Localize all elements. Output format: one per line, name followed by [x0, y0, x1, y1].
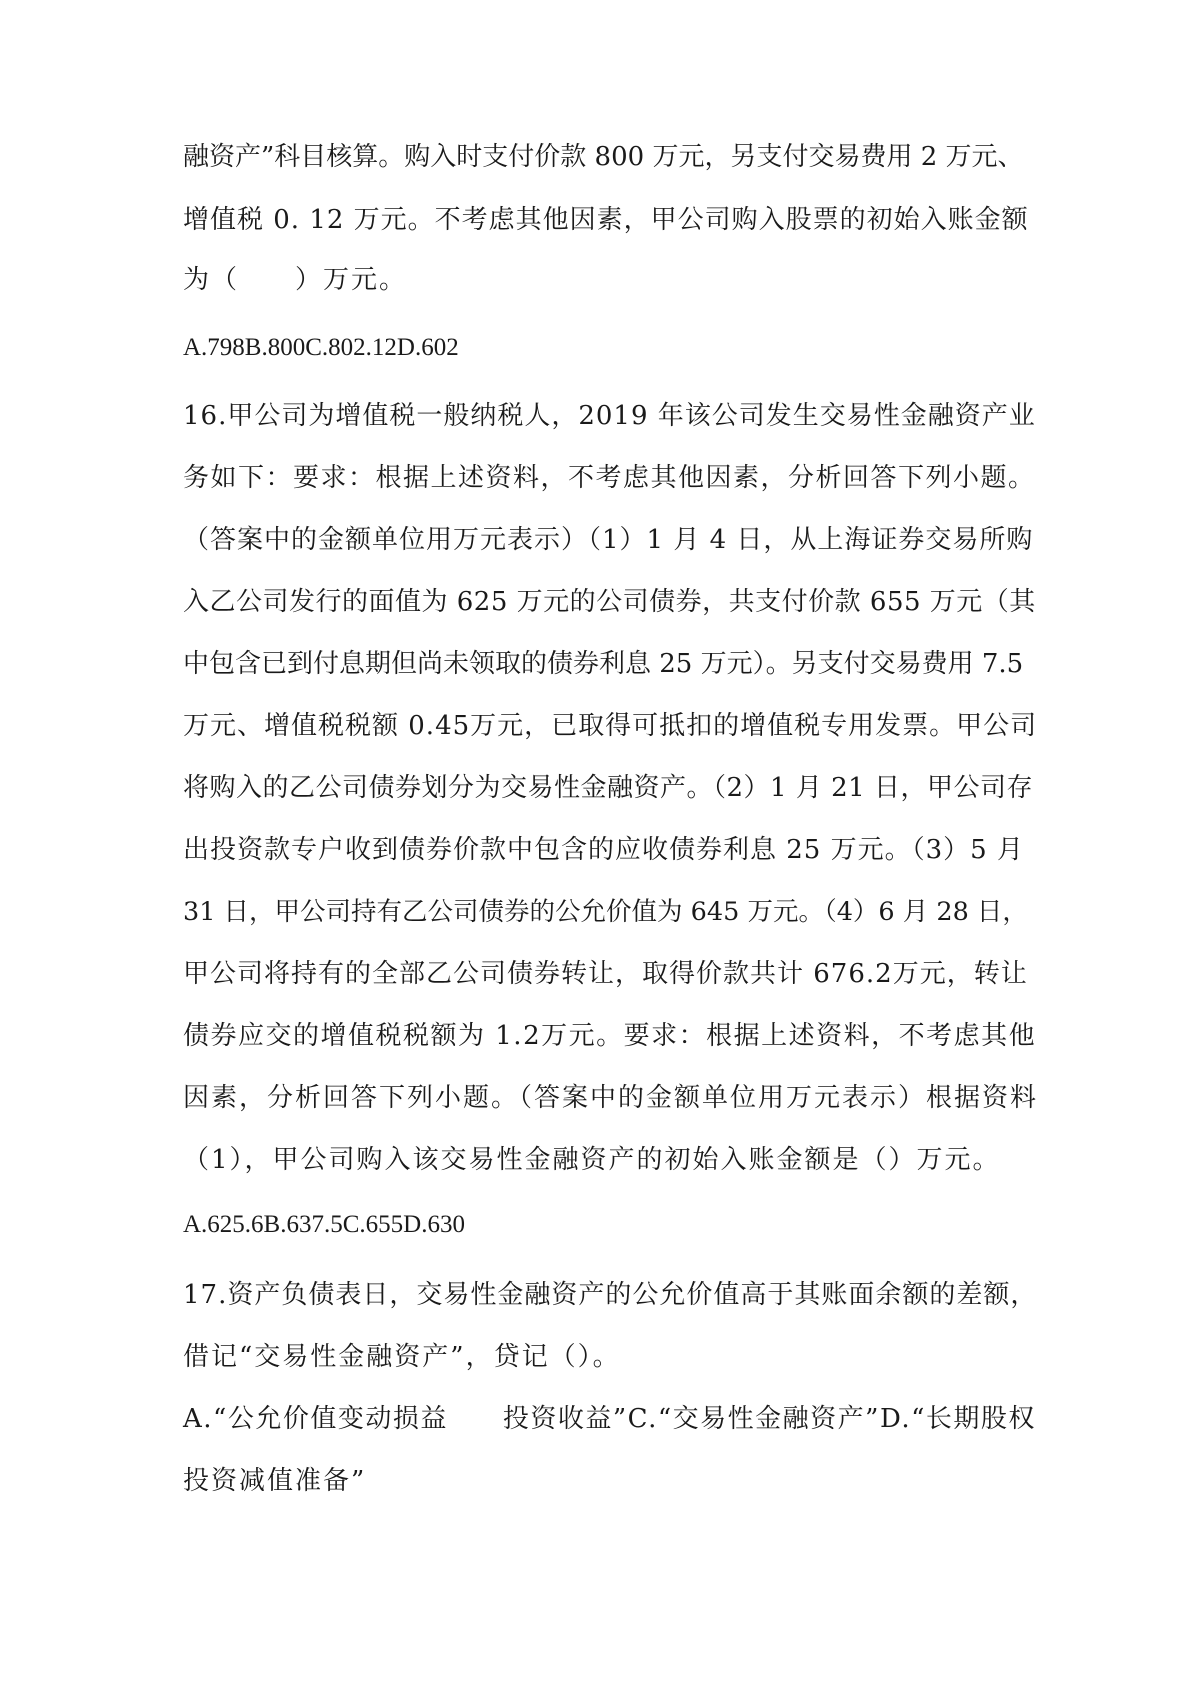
q16-line-13: （1），甲公司购入该交易性金融资产的初始入账金额是（）万元。 [183, 1145, 1001, 1175]
q17-line-2: 借记“交易性金融资产”，贷记（）。 [183, 1342, 621, 1372]
q15-line-3: 为（ ）万元。 [183, 265, 408, 295]
q16-line-2: 务如下：要求：根据上述资料，不考虑其他因素，分析回答下列小题。 [183, 463, 1036, 493]
q16-line-4: 入乙公司发行的面值为 625 万元的公司债券，共支付价款 655 万元（其 [183, 587, 1036, 617]
q16-line-5: 中包含已到付息期但尚未领取的债券利息 25 万元）。另支付交易费用 7.5 [183, 649, 1024, 679]
q16-line-1: 16.甲公司为增值税一般纳税人，2019 年该公司发生交易性金融资产业 [183, 401, 1036, 431]
q15-line-1: 融资产”科目核算。购入时支付价款 800 万元，另支付交易费用 2 万元、 [183, 142, 1024, 172]
q16-line-7: 将购入的乙公司债券划分为交易性金融资产。（2）1 月 21 日，甲公司存 [183, 773, 1033, 803]
q16-line-8: 出投资款专户收到债券价款中包含的应收债券利息 25 万元。（3）5 月 [183, 835, 1024, 865]
q16-options: A.625.6B.637.5C.655D.630 [183, 1211, 465, 1238]
q15-options: A.798B.800C.802.12D.602 [183, 334, 459, 361]
q16-line-10: 甲公司将持有的全部乙公司债券转让，取得价款共计 676.2万元，转让 [183, 959, 1028, 989]
q16-line-12: 因素，分析回答下列小题。（答案中的金额单位用万元表示）根据资料 [183, 1083, 1039, 1113]
q17-options-line-1: A.“公允价值变动损益 投资收益”C.“交易性金融资产”D.“长期股权 [183, 1404, 1036, 1434]
q16-line-6: 万元、增值税税额 0.45万元，已取得可抵扣的增值税专用发票。甲公司 [183, 711, 1038, 741]
q15-line-2: 增值税 0. 12 万元。不考虑其他因素，甲公司购入股票的初始入账金额 [183, 205, 1029, 235]
q16-line-9: 31 日，甲公司持有乙公司债券的公允价值为 645 万元。（4）6 月 28 日， [183, 897, 1028, 927]
q16-line-3: （答案中的金额单位用万元表示）（1）1 月 4 日，从上海证券交易所购 [183, 525, 1034, 555]
q17-line-1: 17.资产负债表日，交易性金融资产的公允价值高于其账面余额的差额， [183, 1280, 1038, 1310]
q16-line-11: 债券应交的增值税税额为 1.2万元。要求：根据上述资料，不考虑其他 [183, 1021, 1037, 1051]
q17-options-line-2: 投资减值准备” [183, 1466, 367, 1496]
